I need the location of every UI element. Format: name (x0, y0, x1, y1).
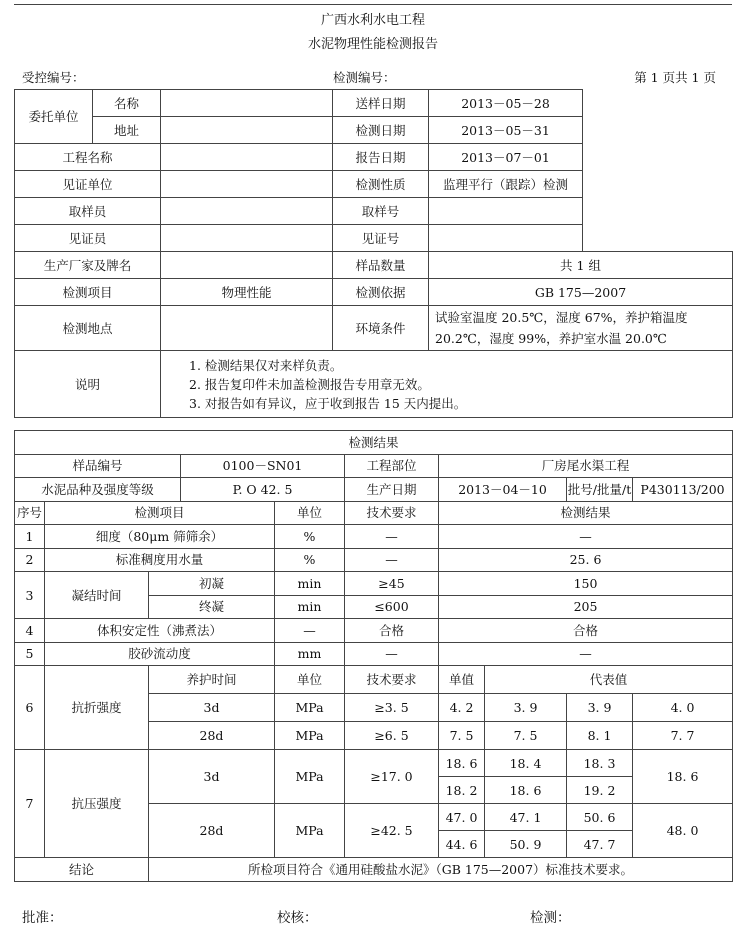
batch-value: P430113/200 (633, 478, 733, 502)
part-value: 厂房尾水渠工程 (439, 454, 733, 478)
witness-unit-label: 见证单位 (15, 171, 161, 198)
r6a-req: ≥3. 5 (345, 694, 439, 722)
r3a-sub: 初凝 (149, 572, 275, 596)
results-title: 检测结果 (15, 431, 733, 455)
r5-item: 胶砂流动度 (45, 642, 275, 666)
basis-label: 检测依据 (333, 279, 429, 306)
grade-label: 水泥品种及强度等级 (15, 478, 181, 502)
page-info: 第 1 页共 1 页 (634, 70, 716, 85)
r3b-result: 205 (439, 595, 733, 619)
r7a-req: ≥17. 0 (345, 750, 439, 804)
sample-no-label: 样品编号 (15, 454, 181, 478)
r6-h-req: 技术要求 (345, 666, 439, 694)
test-date-value: 2013－05－31 (429, 117, 583, 144)
results-table (14, 430, 733, 882)
r4-seq: 4 (15, 619, 45, 643)
note-2: 2. 报告复印件未加盖检测报告专用章无效。 (189, 376, 430, 392)
r4-result: 合格 (439, 619, 733, 643)
report-date-label: 报告日期 (333, 144, 429, 171)
r6a-unit: MPa (275, 694, 345, 722)
r3a-result: 150 (439, 572, 733, 596)
env-label: 环境条件 (333, 306, 429, 351)
r5-result: — (439, 642, 733, 666)
sample-no-value (429, 198, 583, 225)
note-1: 1. 检测结果仅对来样负责。 (189, 357, 343, 373)
witness-value (161, 225, 333, 252)
r6b-v3: 8. 1 (567, 722, 633, 750)
r7b-r1-v1: 47. 0 (439, 804, 485, 831)
r2-item: 标准稠度用水量 (45, 548, 275, 572)
r6b-age: 28d (149, 722, 275, 750)
maker-label: 生产厂家及牌名 (15, 252, 161, 279)
r5-unit: mm (275, 642, 345, 666)
blank-area (583, 90, 733, 252)
r7a-r1-v2: 18. 4 (485, 750, 567, 777)
r4-req: 合格 (345, 619, 439, 643)
r6-item: 抗折强度 (45, 666, 149, 750)
top-rule (14, 4, 732, 5)
note-label: 说明 (15, 351, 161, 418)
r2-req: — (345, 548, 439, 572)
witness-unit-value (161, 171, 333, 198)
r7-item: 抗压强度 (45, 750, 149, 858)
r7a-r2-v2: 18. 6 (485, 777, 567, 804)
r7b-rep: 48. 0 (633, 804, 733, 858)
send-date-label: 送样日期 (333, 90, 429, 117)
control-no-label: 受控编号： (22, 70, 85, 85)
col-seq: 序号 (15, 501, 45, 525)
item-value: 物理性能 (161, 279, 333, 306)
nature-label: 检测性质 (333, 171, 429, 198)
r7b-age: 28d (149, 804, 275, 858)
col-req: 技术要求 (345, 501, 439, 525)
prod-date-value: 2013－04－10 (439, 478, 567, 502)
project-value (161, 144, 333, 171)
r6b-req: ≥6. 5 (345, 722, 439, 750)
r6b-unit: MPa (275, 722, 345, 750)
r6b-v2: 7. 5 (485, 722, 567, 750)
entrust-label: 委托单位 (15, 90, 93, 144)
r2-result: 25. 6 (439, 548, 733, 572)
r3b-req: ≤600 (345, 595, 439, 619)
witness-no-value (429, 225, 583, 252)
nature-value: 监理平行（跟踪）检测 (429, 171, 583, 198)
r6b-rep: 7. 7 (633, 722, 733, 750)
r2-seq: 2 (15, 548, 45, 572)
r6-seq: 6 (15, 666, 45, 750)
r1-seq: 1 (15, 525, 45, 549)
r7a-r2-v1: 18. 2 (439, 777, 485, 804)
approve-label: 批准： (22, 910, 63, 926)
r6a-v3: 3. 9 (567, 694, 633, 722)
env-value: 试验室温度 20.5℃，湿度 67%，养护箱温度 20.2℃，湿度 99%，养护室水温 20.0℃ (429, 306, 733, 351)
r6-h-rep: 代表值 (485, 666, 733, 694)
col-item: 检测项目 (45, 501, 275, 525)
r5-seq: 5 (15, 642, 45, 666)
review-label: 校核： (277, 910, 318, 926)
name-label: 名称 (93, 90, 161, 117)
note-3: 3. 对报告如有异议，应于收到报告 15 天内提出。 (189, 395, 467, 411)
r7b-unit: MPa (275, 804, 345, 858)
r4-unit: — (275, 619, 345, 643)
place-label: 检测地点 (15, 306, 161, 351)
sampler-value (161, 198, 333, 225)
r7a-age: 3d (149, 750, 275, 804)
conclusion-text: 所检项目符合《通用硅酸盐水泥》（GB 175—2007）标准技术要求。 (149, 858, 733, 882)
r7b-req: ≥42. 5 (345, 804, 439, 858)
r6-h-age: 养护时间 (149, 666, 275, 694)
item-label: 检测项目 (15, 279, 161, 306)
r7a-r1-v1: 18. 6 (439, 750, 485, 777)
r3a-unit: min (275, 572, 345, 596)
place-value (161, 306, 333, 351)
r3a-req: ≥45 (345, 572, 439, 596)
org-name: 广西水利水电工程 (320, 13, 425, 28)
conclusion-label: 结论 (15, 858, 149, 882)
r3-seq: 3 (15, 572, 45, 619)
r7b-r2-v1: 44. 6 (439, 831, 485, 858)
info-table (14, 89, 733, 418)
address-value (161, 117, 333, 144)
r6-h-single: 单值 (439, 666, 485, 694)
name-value (161, 90, 333, 117)
r7a-rep: 18. 6 (633, 750, 733, 804)
r6a-age: 3d (149, 694, 275, 722)
r6a-rep: 4. 0 (633, 694, 733, 722)
witness-label: 见证员 (15, 225, 161, 252)
col-unit: 单位 (275, 501, 345, 525)
qty-value: 共 1 组 (429, 252, 733, 279)
r1-req: — (345, 525, 439, 549)
r7a-unit: MPa (275, 750, 345, 804)
notes-cell (161, 351, 733, 418)
send-date-value: 2013－05－28 (429, 90, 583, 117)
r1-result: — (439, 525, 733, 549)
qty-label: 样品数量 (333, 252, 429, 279)
r6-h-unit: 单位 (275, 666, 345, 694)
tester-label: 检测： (530, 910, 571, 926)
r7b-r2-v3: 47. 7 (567, 831, 633, 858)
r6b-v1: 7. 5 (439, 722, 485, 750)
r7b-r1-v2: 47. 1 (485, 804, 567, 831)
report-date-value: 2013－07－01 (429, 144, 583, 171)
r1-unit: % (275, 525, 345, 549)
r3-item: 凝结时间 (45, 572, 149, 619)
r1-item: 细度（80μm 筛筛余） (45, 525, 275, 549)
witness-no-label: 见证号 (333, 225, 429, 252)
sample-no-label: 取样号 (333, 198, 429, 225)
r6a-v1: 4. 2 (439, 694, 485, 722)
r6a-v2: 3. 9 (485, 694, 567, 722)
grade-value: P. O 42. 5 (181, 478, 345, 502)
address-label: 地址 (93, 117, 161, 144)
r3b-sub: 终凝 (149, 595, 275, 619)
r2-unit: % (275, 548, 345, 572)
sampler-label: 取样员 (15, 198, 161, 225)
prod-date-label: 生产日期 (345, 478, 439, 502)
r7-seq: 7 (15, 750, 45, 858)
batch-label: 批号/批量/t (567, 478, 633, 502)
r7a-r2-v3: 19. 2 (567, 777, 633, 804)
col-result: 检测结果 (439, 501, 733, 525)
r5-req: — (345, 642, 439, 666)
maker-value (161, 252, 333, 279)
test-date-label: 检测日期 (333, 117, 429, 144)
project-label: 工程名称 (15, 144, 161, 171)
r7b-r1-v3: 50. 6 (567, 804, 633, 831)
part-label: 工程部位 (345, 454, 439, 478)
sample-no-value: 0100－SN01 (181, 454, 345, 478)
basis-value: GB 175—2007 (429, 279, 733, 306)
r7b-r2-v2: 50. 9 (485, 831, 567, 858)
test-no-label: 检测编号： (333, 70, 396, 85)
report-title: 水泥物理性能检测报告 (307, 37, 438, 52)
r3b-unit: min (275, 595, 345, 619)
r4-item: 体积安定性（沸煮法） (45, 619, 275, 643)
r7a-r1-v3: 18. 3 (567, 750, 633, 777)
